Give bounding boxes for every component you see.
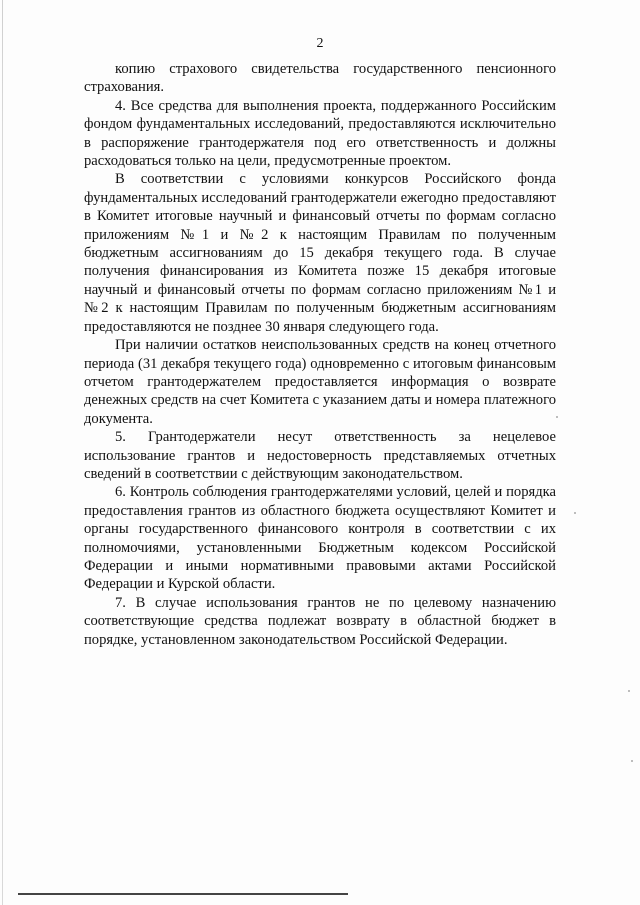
paragraph-continuation: копию страхового свидетельства государственного пенсионного страхования. (84, 61, 556, 96)
page-number: 2 (316, 36, 324, 51)
scan-speck (628, 690, 630, 692)
paragraph-item-6: 6. Контроль соблюдения грантодержателями условий, целей и порядка предоставления грантов из областного бюджета осуществляют Комитет и органы государственного финансового контроля в соответствии с их полномочиями, установленными Бюджетным кодексом Российской Федерации и иными нормативными правовыми актами Российской Федерации и Курской области. (84, 484, 556, 593)
paragraph-item-5: 5. Грантодержатели несут ответственность за нецелевое использование грантов и недостоверность представляемых отчетных сведений в соответствии с действующим законодательством. (84, 429, 556, 482)
paragraph-remaining-funds: При наличии остатков неиспользованных средств на конец отчетного периода (31 декабря текущего года) одновременно с итоговым финансовым отчетом грантодержателем предоставляется информация о возврате денежных средств на счет Комитета с указанием даты и номера платежного документа. (84, 337, 556, 427)
paragraph-reporting: В соответствии с условиями конкурсов Российского фонда фундаментальных исследований грантодержатели ежегодно предоставляют в Комитет итоговые научный и финансовый отчеты по формам согласно приложениям №1 и №2 к настоящим Правилам по полученным бюджетным ассигнованиям до 15 декабря текущего года. В случае получения финансирования из Комитета позже 15 декабря итоговые научный и финансовый отчеты по формам согласно приложениям №1 и №2 к настоящим Правилам по полученным бюджетным ассигнованиям предоставляются не позднее 30 января следующего года. (84, 171, 556, 335)
paragraph-item-7: 7. В случае использования грантов не по целевому назначению соответствующие средства подлежат возврату в областной бюджет в порядке, установленном законодательством Российской Федерации. (84, 594, 556, 648)
scan-speck (631, 760, 633, 762)
paragraph-item-4: 4. Все средства для выполнения проекта, поддержанного Российским фондом фундаментальных исследований, предоставляются исключительно в распоряжение грантодержателя под его ответственность и должны расходоваться только на цели, предусмотренные проектом. (84, 97, 556, 170)
scan-edge-left (2, 0, 3, 905)
document-body (84, 60, 556, 649)
scan-speck (574, 512, 576, 514)
scan-edge-bottom (18, 893, 348, 895)
scan-speck (556, 416, 558, 418)
